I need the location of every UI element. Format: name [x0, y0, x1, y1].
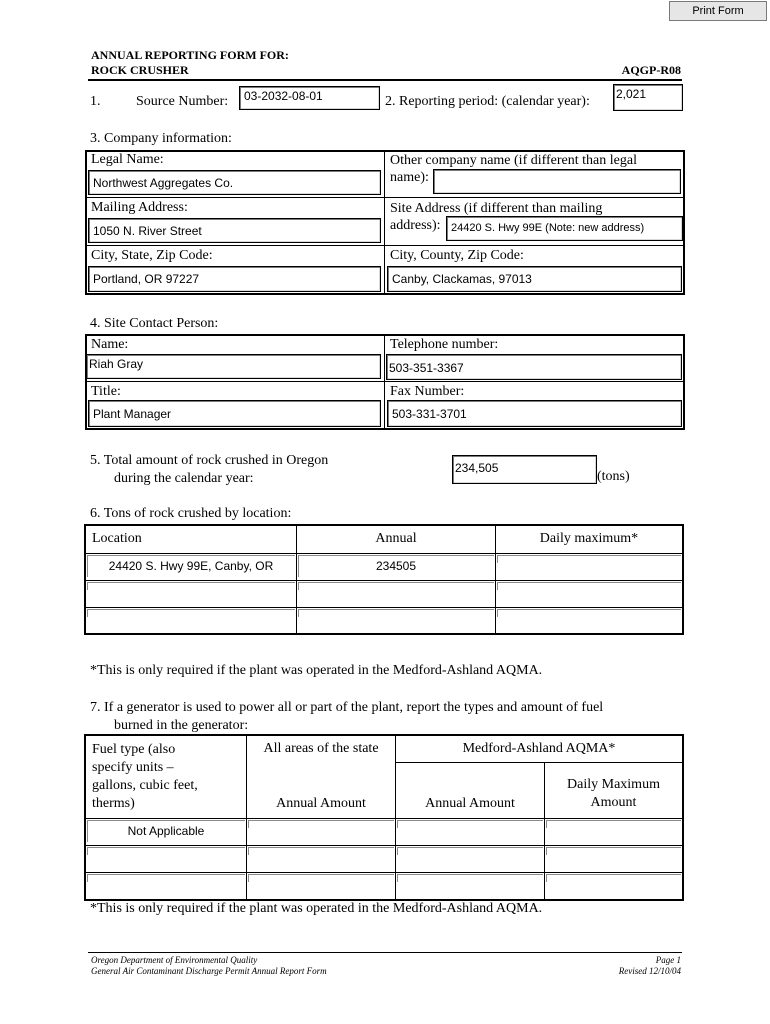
- table-row: [85, 873, 683, 900]
- all-areas-amount-cell[interactable]: [247, 819, 395, 829]
- source-number-input[interactable]: 03-2032-08-01: [239, 86, 380, 110]
- total-rock-input[interactable]: 234,505: [452, 455, 597, 484]
- site-contact-label: 4. Site Contact Person:: [90, 316, 219, 331]
- generator-fuel-table: [84, 734, 684, 901]
- site-address-label-line1: Site Address (if different than mailing: [390, 201, 603, 216]
- reporting-period-input[interactable]: 2,021: [613, 84, 683, 111]
- header-rule: [88, 79, 682, 81]
- legal-name-label: Legal Name:: [91, 152, 164, 167]
- tons-unit: (tons): [597, 469, 630, 484]
- fuel-header-line2: specify units –: [92, 760, 174, 775]
- medford-annual-cell[interactable]: [396, 873, 544, 883]
- company-row-divider-2: [85, 245, 685, 246]
- telephone-label: Telephone number:: [390, 337, 499, 352]
- total-rock-label: [90, 452, 328, 488]
- medford-note-1: *This is only required if the plant was operated in the Medford-Ashland AQMA.: [90, 663, 543, 678]
- annual-cell[interactable]: 234505: [297, 554, 495, 578]
- daily-max-cell[interactable]: [496, 608, 682, 618]
- medford-daily-max-cell[interactable]: [545, 873, 682, 883]
- footer-form-name: General Air Contaminant Discharge Permit Annual Report Form: [91, 966, 327, 976]
- footer-left: [91, 955, 327, 977]
- mailing-address-input[interactable]: 1050 N. River Street: [88, 218, 381, 243]
- fuel-header-line3: gallons, cubic feet,: [92, 778, 198, 793]
- header-all-areas-annual: Annual Amount: [247, 763, 396, 819]
- location-cell[interactable]: 24420 S. Hwy 99E, Canby, OR: [86, 554, 296, 578]
- total-rock-label-line1: 5. Total amount of rock crushed in Oregon: [90, 453, 329, 468]
- footer-revised-date: Revised 12/10/04: [618, 966, 681, 976]
- other-name-input[interactable]: [433, 169, 681, 194]
- other-name-label-line1: Other company name (if different than legal: [390, 153, 637, 168]
- location-cell[interactable]: [86, 581, 296, 591]
- footer-right: [560, 955, 681, 977]
- fuel-type-cell[interactable]: Not Applicable: [86, 819, 246, 843]
- site-contact-divider: [384, 334, 385, 430]
- city-state-zip-input[interactable]: Portland, OR 97227: [88, 266, 381, 292]
- fuel-header-line4: therms): [92, 796, 135, 811]
- header-fuel-type: [85, 735, 247, 819]
- city-state-zip-label: City, State, Zip Code:: [91, 248, 213, 263]
- city-county-zip-input[interactable]: Canby, Clackamas, 97013: [387, 266, 682, 292]
- legal-name-input[interactable]: Northwest Aggregates Co.: [88, 170, 381, 195]
- daily-max-header-line1: Daily Maximum: [567, 777, 660, 792]
- all-areas-amount-cell[interactable]: [247, 873, 395, 883]
- contact-name-input[interactable]: Riah Gray: [86, 354, 381, 379]
- header-all-areas: All areas of the state: [247, 735, 396, 763]
- site-address-input[interactable]: 24420 S. Hwy 99E (Note: new address): [446, 216, 683, 241]
- site-address-label-line2: address):: [390, 218, 441, 233]
- total-rock-label-line2: during the calendar year:: [114, 471, 254, 486]
- rock-by-location-table: [84, 524, 684, 635]
- print-form-button[interactable]: Print Form: [669, 1, 767, 21]
- q1-number: 1.: [90, 94, 101, 109]
- daily-max-cell[interactable]: [496, 581, 682, 591]
- footer-agency: Oregon Department of Environmental Quality: [91, 955, 258, 965]
- daily-max-cell[interactable]: [496, 554, 682, 564]
- generator-label: [90, 699, 603, 735]
- form-code: AQGP-R08: [621, 63, 681, 77]
- reporting-period-label: 2. Reporting period: (calendar year):: [385, 94, 590, 109]
- city-county-zip-label: City, County, Zip Code:: [390, 248, 524, 263]
- footer-rule: [88, 952, 682, 953]
- other-name-label-line2: name):: [390, 170, 429, 185]
- company-row-divider-1: [85, 197, 685, 198]
- contact-title-input[interactable]: Plant Manager: [88, 400, 381, 427]
- medford-annual-cell[interactable]: [396, 846, 544, 856]
- company-info-label: 3. Company information:: [90, 131, 232, 146]
- table-row: [85, 580, 683, 607]
- fax-input[interactable]: 503-331-3701: [387, 400, 682, 427]
- medford-note-2: *This is only required if the plant was operated in the Medford-Ashland AQMA.: [90, 901, 543, 916]
- annual-cell[interactable]: [297, 581, 495, 591]
- source-number-label: Source Number:: [136, 94, 229, 109]
- table-row: [85, 819, 683, 846]
- mailing-address-label: Mailing Address:: [91, 200, 188, 215]
- fuel-header-line1: Fuel type (also: [92, 742, 176, 757]
- site-contact-row-divider: [85, 381, 685, 382]
- annual-cell[interactable]: [297, 608, 495, 618]
- generator-label-line1: 7. If a generator is used to power all or part of the plant, report the types and amount of fuel: [90, 700, 604, 715]
- contact-title-label: Title:: [91, 384, 121, 399]
- medford-annual-cell[interactable]: [396, 819, 544, 829]
- fax-label: Fax Number:: [390, 384, 465, 399]
- header-medford-annual: Annual Amount: [396, 763, 545, 819]
- table-row: [85, 607, 683, 634]
- fuel-type-cell[interactable]: [86, 846, 246, 856]
- all-areas-amount-cell[interactable]: [247, 846, 395, 856]
- contact-name-label: Name:: [91, 337, 129, 352]
- table-row: [85, 553, 683, 580]
- medford-daily-max-cell[interactable]: [545, 819, 682, 829]
- fuel-type-cell[interactable]: [86, 873, 246, 883]
- medford-daily-max-cell[interactable]: [545, 846, 682, 856]
- rock-by-location-label: 6. Tons of rock crushed by location:: [90, 506, 292, 521]
- footer-page-number: Page 1: [655, 955, 681, 965]
- daily-max-header-line2: Amount: [590, 795, 637, 810]
- form-title: [91, 48, 289, 78]
- location-cell[interactable]: [86, 608, 296, 618]
- header-medford-daily-max: [545, 763, 684, 819]
- header-annual: Annual: [297, 525, 496, 553]
- form-title-line2: ROCK CRUSHER: [91, 63, 189, 77]
- header-daily-max: Daily maximum*: [496, 525, 684, 553]
- header-location: Location: [85, 525, 297, 553]
- company-info-divider: [384, 150, 385, 295]
- table-row: [85, 846, 683, 873]
- header-medford-ashland: Medford-Ashland AQMA*: [396, 735, 684, 763]
- telephone-input[interactable]: 503-351-3367: [386, 354, 682, 380]
- form-title-line1: ANNUAL REPORTING FORM FOR:: [91, 48, 289, 62]
- generator-label-line2: burned in the generator:: [114, 718, 249, 733]
